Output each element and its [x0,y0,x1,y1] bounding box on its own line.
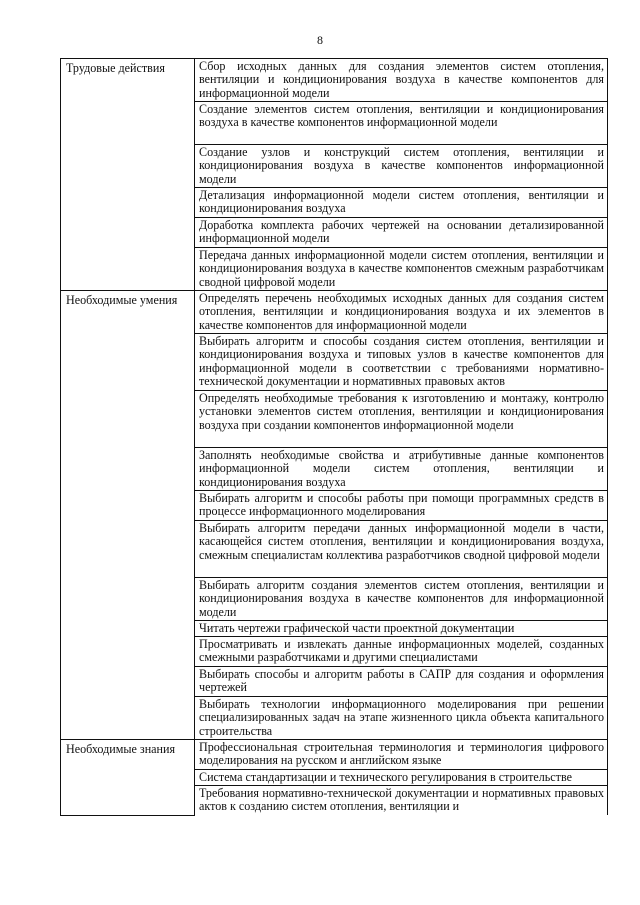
table-cell: Определять необходимые требования к изготовлению и монтажу, контролю установки элементов систем отопления, вентиляции и кондиционирования воздуха при создании компонентов информационной модели [195,391,608,448]
table-cell: Выбирать способы и алгоритм работы в САПР для создания и оформления чертежей [195,667,608,697]
table-cell: Выбирать технологии информационного моделирования при решении специализированных задач на этапе жизненного цикла объекта капитального строительства [195,697,608,740]
page-number: 8 [317,33,323,47]
table-cell: Профессиональная строительная терминология и терминология цифрового моделирования на русском и английском языке [195,740,608,770]
table-cell: Создание элементов систем отопления, вентиляции и кондиционирования воздуха в качестве компонентов информационной модели [195,102,608,145]
table-row [61,740,608,770]
table-cell: Выбирать алгоритм передачи данных информационной модели в части, касающейся систем отопления, вентиляции и кондиционирования воздуха, смежным специалистам коллектива разработчиков сводной цифровой модели [195,521,608,578]
table-row [61,59,608,102]
section-label-labor-actions: Трудовые действия [61,59,195,291]
table-row [61,291,608,334]
table-cell: Заполнять необходимые свойства и атрибутивные данные компонентов информационной модели систем отопления, вентиляции и кондиционирования воздуха [195,448,608,491]
table-cell: Сбор исходных данных для создания элементов систем отопления, вентиляции и кондиционирования воздуха в качестве компонентов для информационной модели [195,59,608,102]
table-cell: Выбирать алгоритм и способы работы при помощи программных средств в процессе информационного моделирования [195,491,608,521]
competency-table [60,58,608,816]
table-cell: Просматривать и извлекать данные информационных моделей, созданных смежными разработчиками и другими специалистами [195,637,608,667]
section-label-required-skills: Необходимые умения [61,291,195,740]
table-cell: Передача данных информационной модели систем отопления, вентиляции и кондиционирования воздуха в качестве компонентов смежным разработчикам сводной цифровой модели [195,248,608,291]
table-cell: Детализация информационной модели систем отопления, вентиляции и кондиционирования воздуха [195,188,608,218]
table-cell: Требования нормативно-технической документации и нормативных правовых актов к созданию систем отопления, вентиляции и [195,786,608,816]
table-cell: Система стандартизации и технического регулирования в строительстве [195,770,608,786]
table-cell: Читать чертежи графической части проектной документации [195,621,608,637]
table-cell: Доработка комплекта рабочих чертежей на основании детализированной информационной модели [195,218,608,248]
table-cell: Определять перечень необходимых исходных данных для создания систем отопления, вентиляции и кондиционирования воздуха и их элементов в качестве компонентов для информационной модели [195,291,608,334]
table-cell: Выбирать алгоритм и способы создания систем отопления, вентиляции и кондиционирования воздуха и типовых узлов в качестве компонентов для информационной модели в соответствии с требованиями нормативно-технической документации и нормативных правовых актов [195,334,608,391]
table-cell: Выбирать алгоритм создания элементов систем отопления, вентиляции и кондиционирования воздуха в качестве компонентов для информационной модели [195,578,608,621]
section-label-required-knowledge: Необходимые знания [61,740,195,816]
table-cell: Создание узлов и конструкций систем отопления, вентиляции и кондиционирования воздуха в качестве компонентов информационной модели [195,145,608,188]
